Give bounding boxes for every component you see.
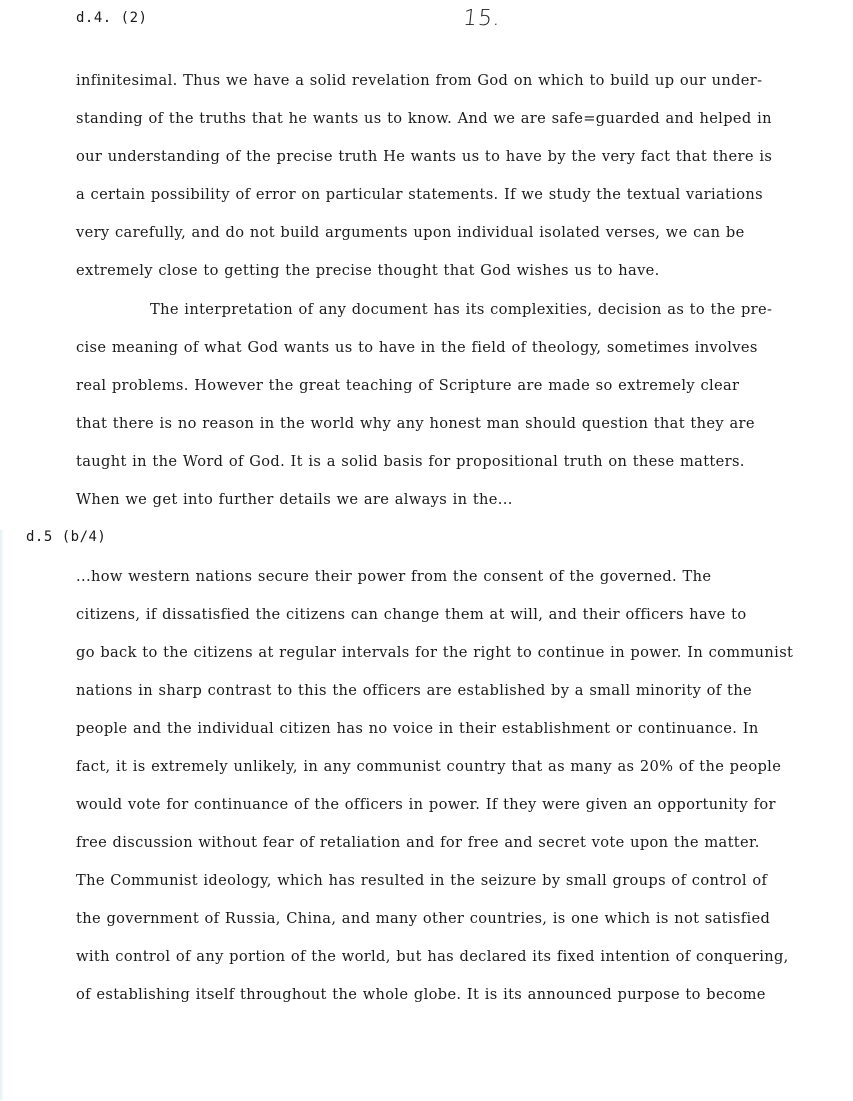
text-line: free discussion without fear of retaliation and for free and secret vote upon the matter. [76, 834, 760, 851]
text-line: The Communist ideology, which has resulted in the seizure by small groups of control of [76, 872, 768, 889]
text-line: that there is no reason in the world why any honest man should question that they are [76, 415, 755, 432]
text-line: taught in the Word of God. It is a solid basis for propositional truth on these matters. [76, 453, 745, 470]
text-line: cise meaning of what God wants us to have in the field of theology, sometimes involves [76, 339, 758, 356]
text-line: standing of the truths that he wants us to know. And we are safe=guarded and helped in [76, 110, 772, 127]
text-line: a certain possibility of error on particular statements. If we study the textual variations [76, 186, 764, 203]
text-line: infinitesimal. Thus we have a solid revelation from God on which to build up our under- [76, 72, 763, 89]
text-line: people and the individual citizen has no voice in their establishment or continuance. In [76, 720, 759, 737]
section-d5-label: d.5 (b/4) [26, 529, 107, 545]
handwritten-page-number: 15. [461, 6, 503, 31]
text-line: When we get into further details we are always in the... [76, 491, 513, 508]
text-line: go back to the citizens at regular intervals for the right to continue in power. In communist [76, 644, 794, 661]
text-line: citizens, if dissatisfied the citizens can change them at will, and their officers have to [76, 606, 747, 623]
text-line: nations in sharp contrast to this the officers are established by a small minority of the [76, 682, 752, 699]
text-line: very carefully, and do not build arguments upon individual isolated verses, we can be [76, 224, 745, 241]
scan-edge-artifact [0, 530, 4, 1100]
text-line: the government of Russia, China, and many other countries, is one which is not satisfied [76, 910, 771, 927]
section-header-label: d.4. (2) [76, 10, 148, 26]
text-line: of establishing itself throughout the whole globe. It is its announced purpose to become [76, 986, 766, 1003]
text-line: with control of any portion of the world, but has declared its fixed intention of conquering, [76, 948, 789, 965]
text-line: would vote for continuance of the officers in power. If they were given an opportunity for [76, 796, 776, 813]
text-line: real problems. However the great teaching of Scripture are made so extremely clear [76, 377, 740, 394]
text-line: extremely close to getting the precise thought that God wishes us to have. [76, 262, 660, 279]
text-line: our understanding of the precise truth He wants us to have by the very fact that there is [76, 148, 773, 165]
text-line: fact, it is extremely unlikely, in any communist country that as many as 20% of the people [76, 758, 782, 775]
paragraph-first-line: The interpretation of any document has its complexities, decision as to the pre- [150, 301, 773, 318]
text-line: ...how western nations secure their power from the consent of the governed. The [76, 568, 712, 585]
